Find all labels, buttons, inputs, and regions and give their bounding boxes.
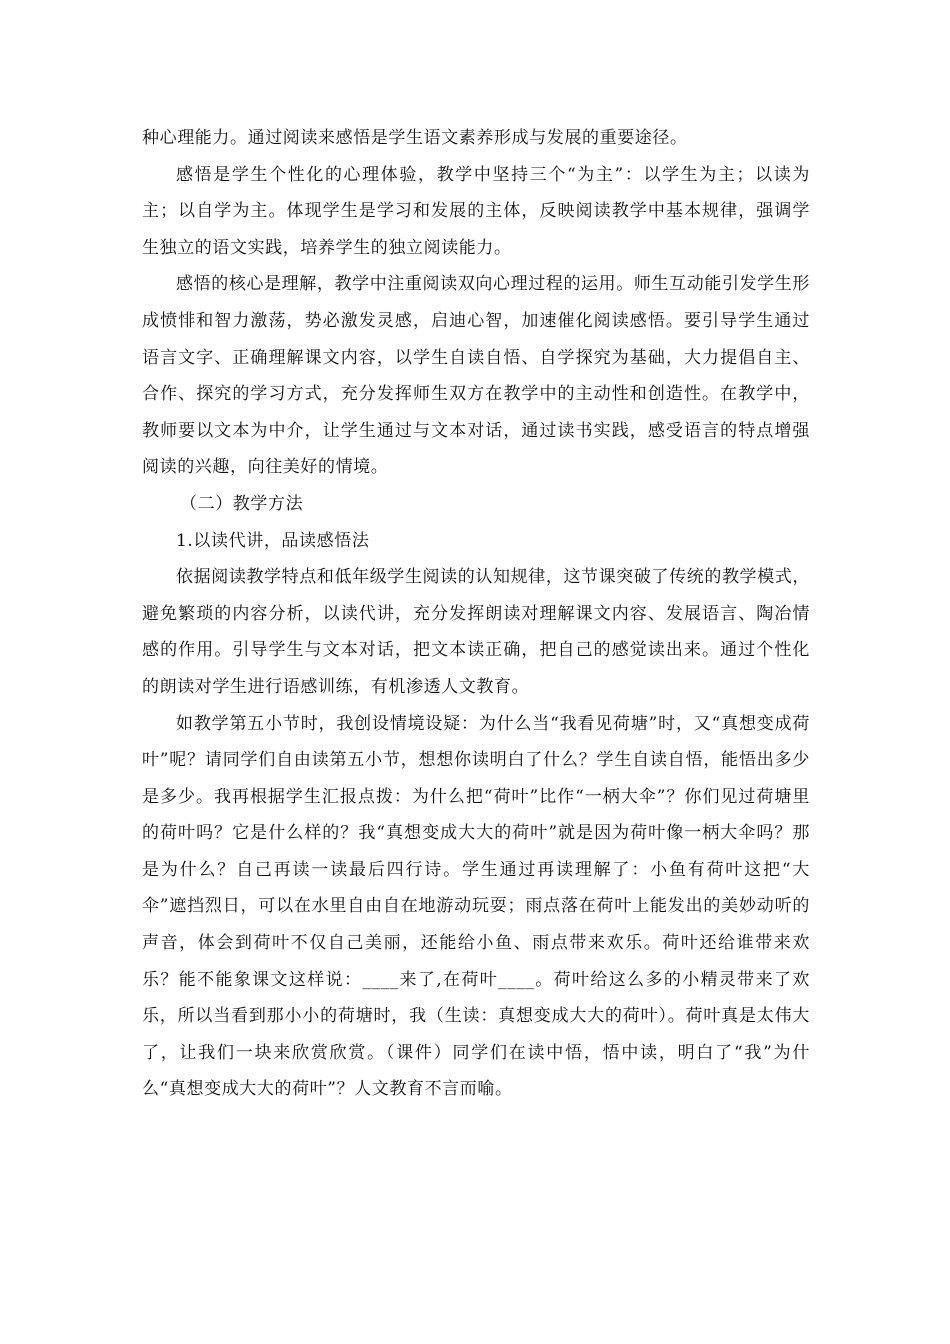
- paragraph-example-lesson: 如教学第五小节时，我创设情境设疑：为什么当“我看见荷塘”时，又“真想变成荷叶”呢？请同学们自由读第五小节，想想你读明白了什么？学生自读自悟，能悟出多少是多少。我再根据学生汇报点拨：为什么把“荷叶”比作“一柄大伞”？你们见过荷塘里的荷叶吗？它是什么样的？我“真想变成大大的荷叶”就是因为荷叶像一柄大伞吗？那是为什么？自己再读一读最后四行诗。学生通过再读理解了：小鱼有荷叶这把“大伞”遮挡烈日，可以在水里自由自在地游动玩耍；雨点落在荷叶上能发出的美妙动听的声音，体会到荷叶不仅自己美丽，还能给小鱼、雨点带来欢乐。荷叶还给谁带来欢乐？能不能象课文这样说：____来了,在荷叶____。荷叶给这么多的小精灵带来了欢乐，所以当看到那小小的荷塘时，我（生读：真想变成大大的荷叶）。荷叶真是太伟大了，让我们一块来欣赏欣赏。（课件）同学们在读中悟，悟中读，明白了“我”为什么“真想变成大大的荷叶”？人文教育不言而喻。: [142, 713, 810, 1100]
- section-heading-teaching-methods: （二）教学方法: [180, 493, 304, 514]
- document-body: [142, 120, 810, 1108]
- subheading-reading-method: 1.以读代讲，品读感悟法: [176, 530, 370, 551]
- paragraph-reading-method: 依据阅读教学特点和低年级学生阅读的认知规律，这节课突破了传统的教学模式，避免繁琐的内容分析，以读代讲，充分发挥朗读对理解课文内容、发展语言、陶冶情感的作用。引导学生与文本对话，把文本读正确，把自己的感觉读出来。通过个性化的朗读对学生进行语感训练，有机渗透人文教育。: [142, 567, 810, 697]
- paragraph-three-principles: 感悟是学生个性化的心理体验，教学中坚持三个“为主”：以学生为主；以读为主；以自学为主。体现学生是学习和发展的主体，反映阅读教学中基本规律，强调学生独立的语文实践，培养学生的独立阅读能力。: [142, 164, 810, 258]
- paragraph-core-understanding: 感悟的核心是理解，教学中注重阅读双向心理过程的运用。师生互动能引发学生形成愤悱和智力激荡，势必激发灵感，启迪心智，加速催化阅读感悟。要引导学生通过语言文字、正确理解课文内容，以学生自读自悟、自学探究为基础，大力提倡自主、合作、探究的学习方式，充分发挥师生双方在教学中的主动性和创造性。在教学中，教师要以文本为中介，让学生通过与文本对话，通过读书实践，感受语言的特点增强阅读的兴趣，向往美好的情境。: [142, 274, 810, 478]
- paragraph-continuation: 种心理能力。通过阅读来感悟是学生语文素养形成与发展的重要途径。: [142, 128, 688, 148]
